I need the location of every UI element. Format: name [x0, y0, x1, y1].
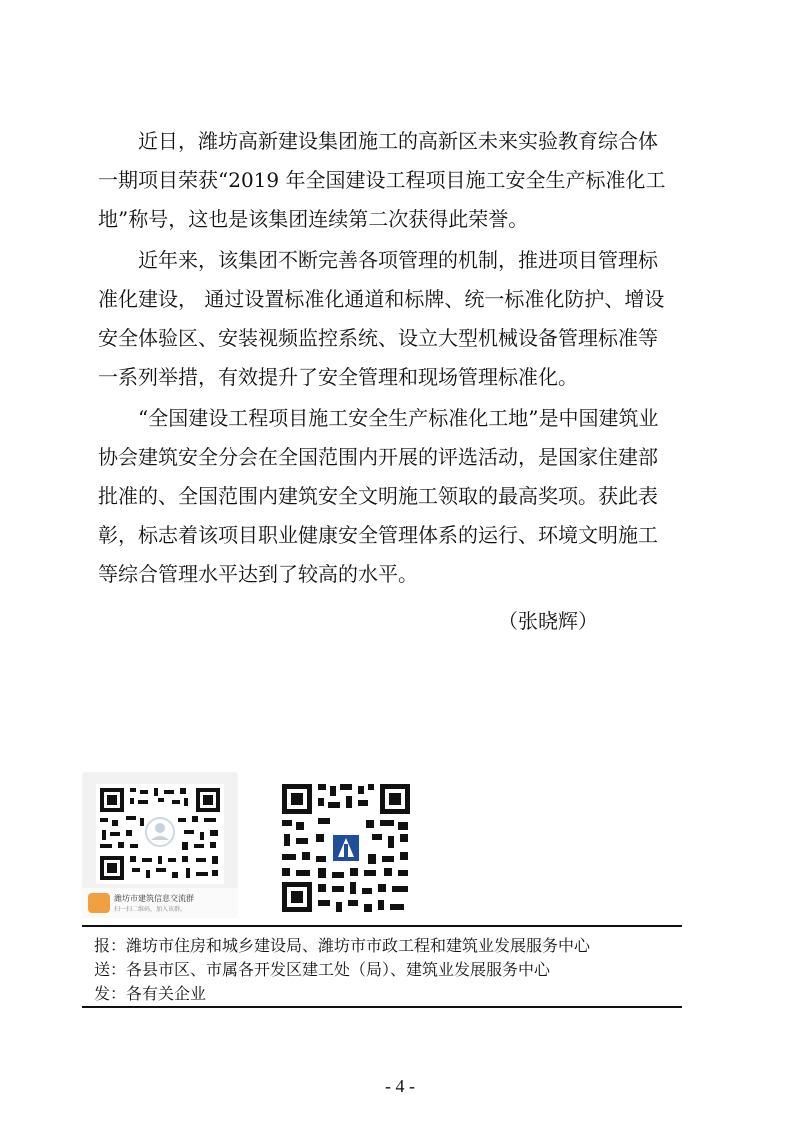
paragraph-line: 批准的、全国范围内建筑安全文明施工领取的最高奖项。获此表 [98, 484, 658, 508]
distribution-bottom-rule [82, 1006, 682, 1008]
report-to-line: 报：潍坊市住房和城乡建设局、潍坊市市政工程和建筑业发展服务中心 [94, 936, 591, 955]
paragraph-line: 安全体验区、安装视频监控系统、设立大型机械设备管理标准等 [98, 326, 658, 350]
paragraph-line: 近日，潍坊高新建设集团施工的高新区未来实验教育综合体 [98, 129, 658, 153]
article-paragraph-2 [98, 241, 708, 397]
distribution-top-rule [82, 925, 682, 927]
group-name: 潍坊市建筑信息交流群 [114, 894, 194, 903]
paragraph-line: 彰，标志着该项目职业健康安全管理体系的运行、环境文明施工 [98, 523, 658, 547]
page-number: - 4 - [385, 1076, 415, 1096]
send-to-line: 送：各县市区、市属各开发区建工处（局）、建筑业发展服务中心 [94, 960, 551, 979]
group-hint: 扫一扫二维码，加入该群。 [114, 906, 187, 913]
issue-to-line: 发：各有关企业 [94, 984, 207, 1003]
paragraph-line: 一系列举措，有效提升了安全管理和现场管理标准化。 [98, 365, 578, 389]
paragraph-line: 一期项目荣获“2019 年全国建设工程项目施工安全生产标准化工 [98, 168, 666, 192]
paragraph-line: 协会建筑安全分会在全国范围内开展的评选活动，是国家住建部 [98, 445, 658, 469]
article-author: （张晓辉） [498, 609, 598, 633]
paragraph-line: 近年来，该集团不断完善各项管理的机制，推进项目管理标 [98, 248, 658, 272]
paragraph-line: 等综合管理水平达到了较高的水平。 [98, 562, 418, 586]
group-info-bar [82, 888, 238, 918]
official-account-qr-code [278, 780, 414, 916]
group-avatar-icon [88, 893, 110, 913]
paragraph-line: 地”称号，这也是该集团连续第二次获得此荣誉。 [98, 207, 529, 231]
wechat-group-qr-code [96, 784, 224, 884]
article-paragraph-1 [98, 122, 708, 239]
article-paragraph-3 [98, 399, 708, 594]
paragraph-line: “全国建设工程项目施工安全生产标准化工地”是中国建筑业 [98, 406, 659, 430]
paragraph-line: 准化建设， 通过设置标准化通道和标牌、统一标准化防护、增设 [98, 287, 665, 311]
wechat-group-qr-card [82, 772, 238, 918]
